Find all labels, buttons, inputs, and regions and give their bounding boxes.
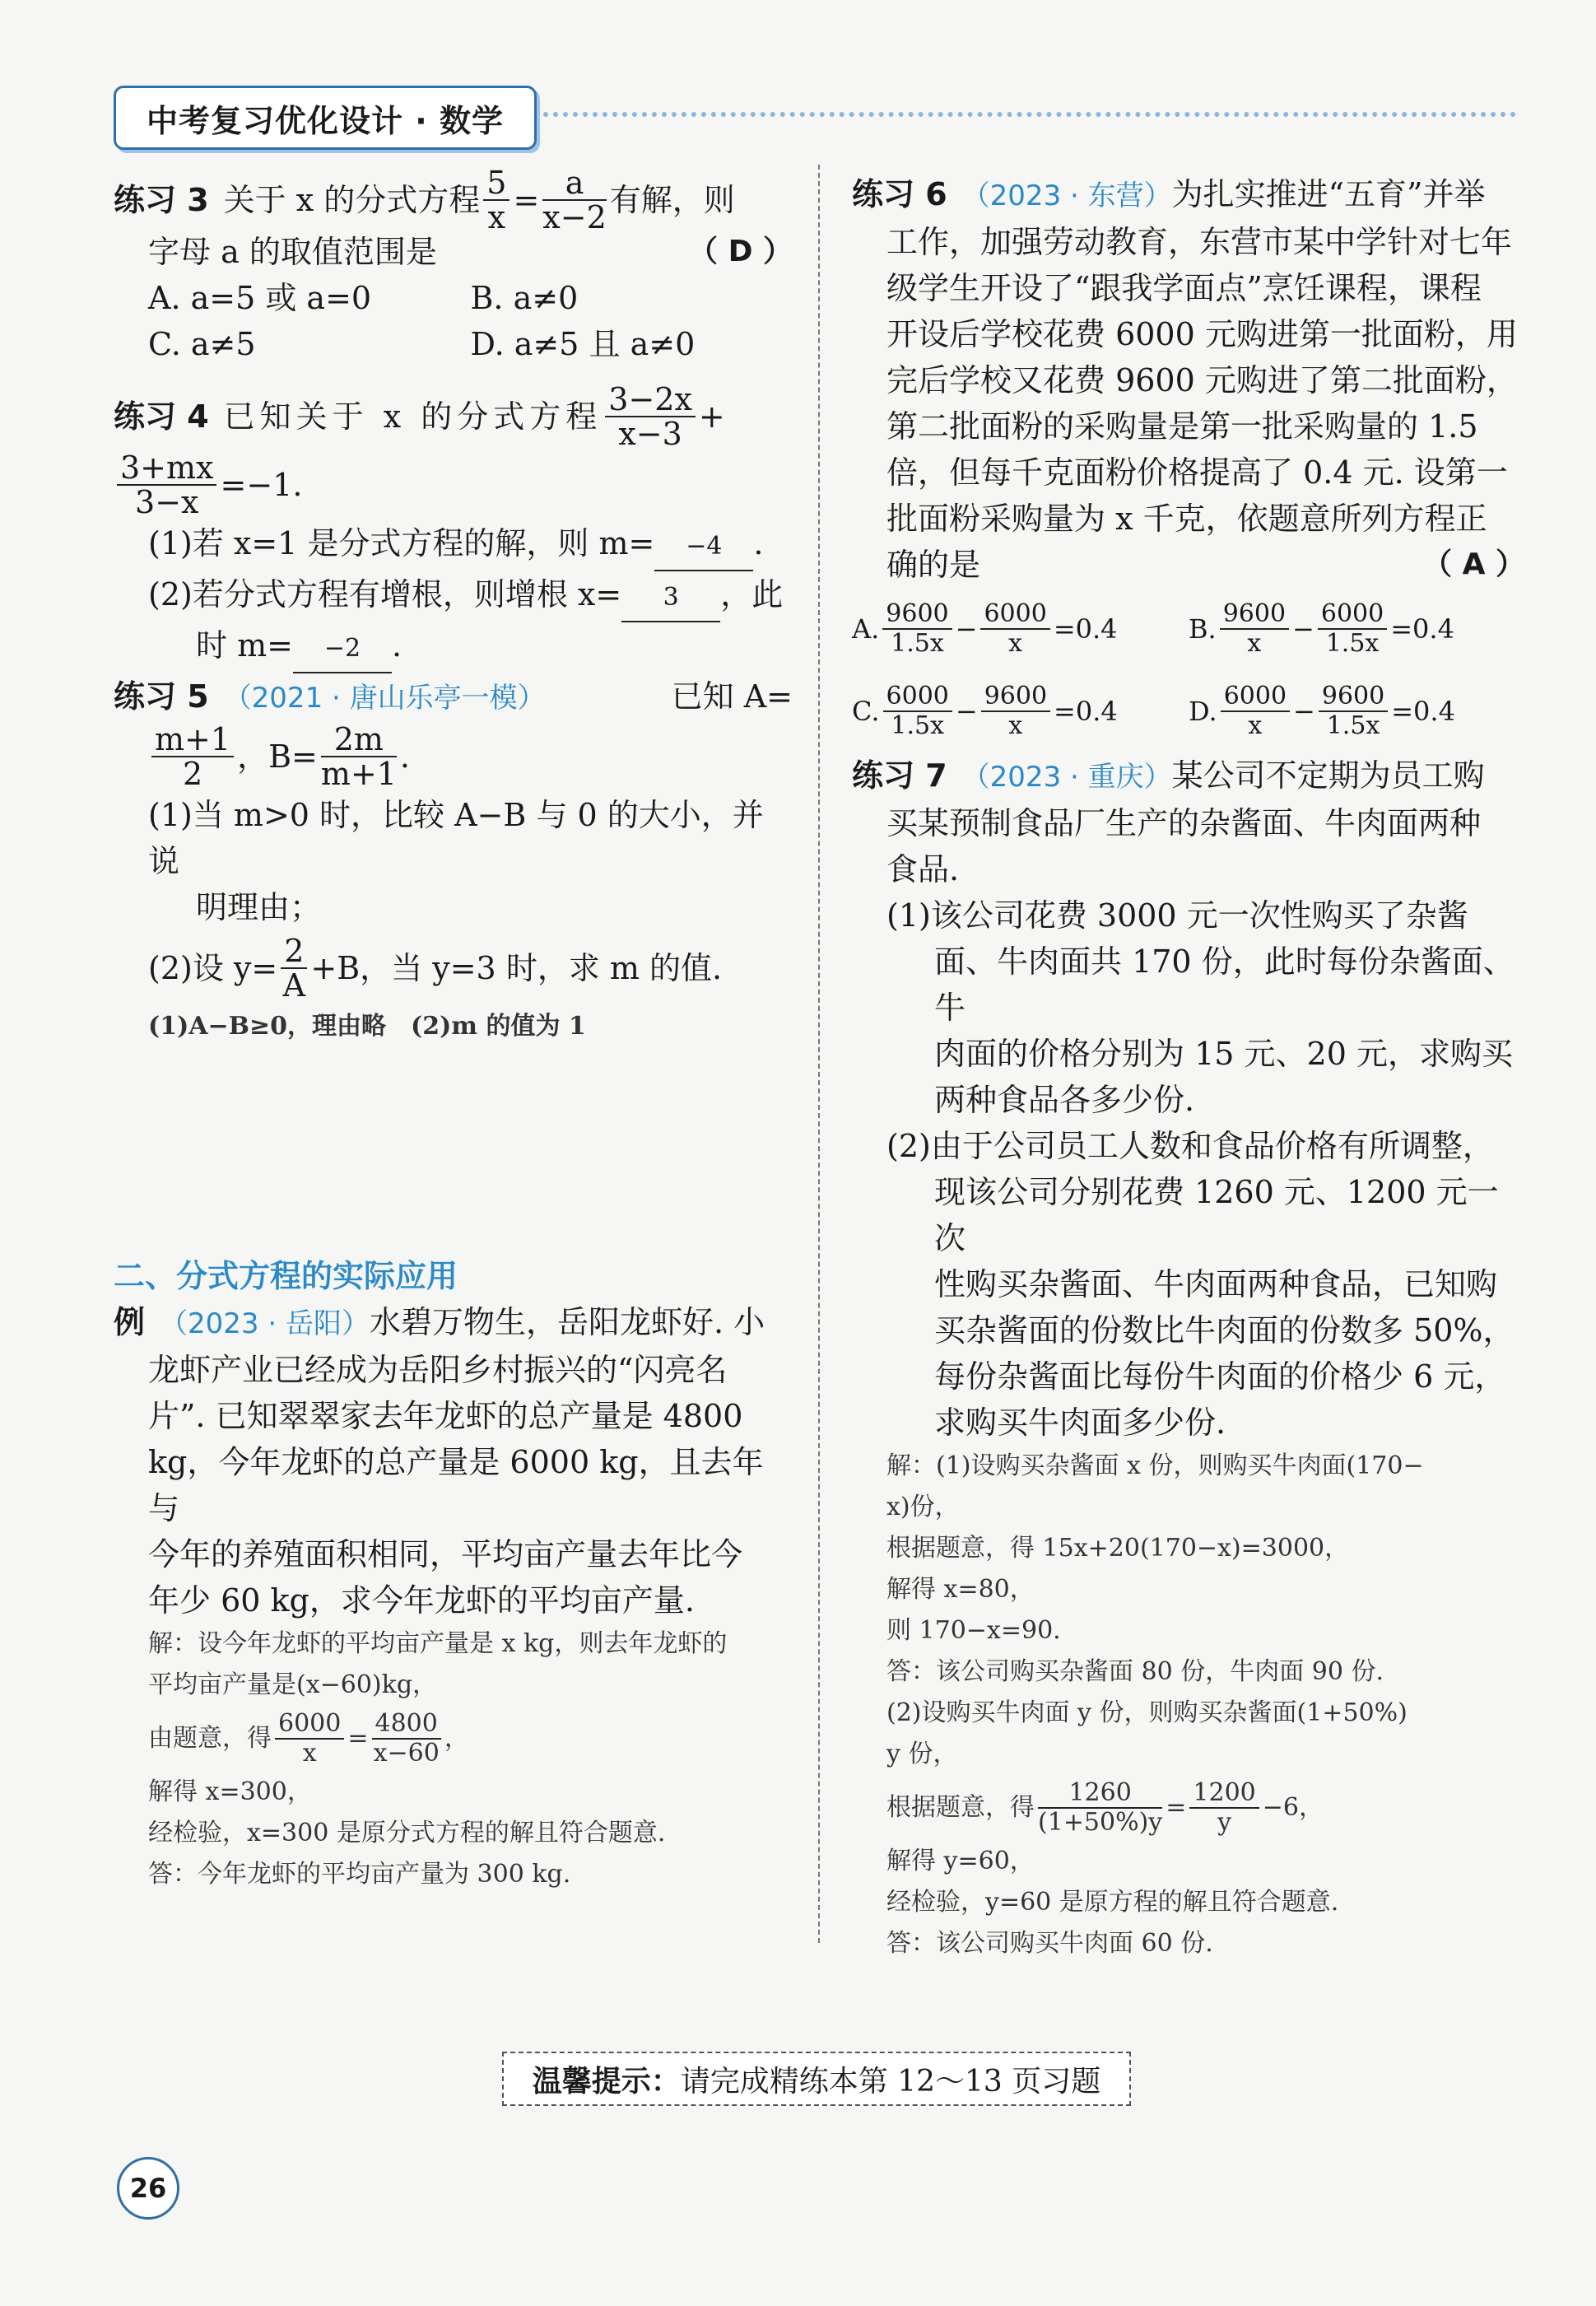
source: （2023 · 东营） xyxy=(961,179,1172,212)
fraction: $\frac{2m}{m+1}$ xyxy=(320,721,397,792)
header-title: 中考复习优化设计 · 数学 xyxy=(114,86,537,150)
solution-line: (2)设购买牛肉面 y 份，则购买杂酱面(1+50%) xyxy=(886,1698,1408,1727)
ex7-q1-line: 肉面的价格分别为 15 元、20 元，求购买 xyxy=(934,1036,1513,1072)
exercise-6 xyxy=(852,171,1525,752)
ex6-line: 完后学校又花费 9600 元购进了第二批面粉， xyxy=(886,362,1518,398)
ex6-line: 确的是 xyxy=(886,547,981,583)
solution-line: 解得 x=300， xyxy=(148,1777,312,1806)
ex3-stem: 关于 x 的分式方程 xyxy=(223,182,481,218)
ex3-line2: 字母 a 的取值范围是 xyxy=(148,234,437,270)
solution-line: 解得 y=60， xyxy=(886,1847,1035,1875)
answer-blank: −2 xyxy=(293,626,392,673)
ex7-q2-line: 买杂酱面的份数比牛肉面的份数多 50%， xyxy=(934,1312,1515,1349)
source: （2023 · 重庆） xyxy=(961,761,1172,794)
tip-text: 请完成精练本第 12～13 页习题 xyxy=(680,2064,1101,2099)
ex4-q2-cont: 时 m= xyxy=(196,627,293,664)
option-b: B. a≠0 xyxy=(470,280,579,316)
ex7-q2-line: 性购买杂酱面、牛肉面两种食品，已知购 xyxy=(934,1266,1498,1302)
fraction: $\frac{5}{x}$ xyxy=(483,166,510,234)
answer-blank: −4 xyxy=(654,524,753,571)
equals: = xyxy=(347,1724,369,1753)
example-line: 今年的养殖面积相同，平均亩产量去年比今 xyxy=(148,1536,743,1572)
solution-line: x)份， xyxy=(886,1493,960,1521)
ex5-answer: (1)A−B≥0，理由略 (2)m 的值为 1 xyxy=(148,1012,586,1041)
example-line: kg，今年龙虾的总产量是 6000 kg，且去年与 xyxy=(148,1444,764,1526)
section-title: 二、分式方程的实际应用 xyxy=(114,1258,458,1294)
option-d: D. $\frac{6000}{x}$ − $\frac{9600}{1.5x}$ =0.4 xyxy=(1189,682,1455,740)
ex3-stem-tail: 有解，则 xyxy=(609,182,735,218)
ex7-line: 食品. xyxy=(886,851,960,887)
option-c: C. a≠5 xyxy=(148,326,256,362)
ex4-q1: (1)若 x=1 是分式方程的解，则 m= xyxy=(148,525,655,561)
ex5-q2: (2)设 y= xyxy=(148,950,278,986)
fraction: $\frac{3-2x}{x-3}$ xyxy=(605,383,696,450)
solution-line: 答：该公司购买牛肉面 60 份. xyxy=(886,1929,1213,1958)
fraction: $\frac{2}{A}$ xyxy=(281,934,307,1002)
solution-line: 经检验，x=300 是原分式方程的解且符合题意. xyxy=(148,1819,666,1847)
source: （2023 · 岳阳） xyxy=(160,1307,370,1340)
left-column xyxy=(114,165,793,1895)
solution-line: 则 170−x=90. xyxy=(886,1616,1061,1645)
ex6-line: 为扎实推进“五育”并举 xyxy=(1171,176,1486,212)
solution-line: 平均亩产量是(x−60)kg， xyxy=(148,1670,438,1699)
source: （2021 · 唐山乐亭一模） xyxy=(223,682,546,715)
exercise-7 xyxy=(852,752,1525,1964)
fraction: $\frac{6000}{x}$ xyxy=(275,1710,344,1768)
comma: ， xyxy=(444,1724,469,1753)
ex5-mid: ，B= xyxy=(237,738,318,775)
exercise-label: 练习 6 xyxy=(852,176,947,212)
answer-blank: 3 xyxy=(621,575,720,622)
exercise-label: 练习 3 xyxy=(114,182,209,218)
fraction: $\frac{m+1}{2}$ xyxy=(151,723,234,790)
exercise-4 xyxy=(114,381,793,673)
ex5-q1: (1)当 m>0 时，比较 A−B 与 0 的大小，并说 xyxy=(148,797,764,879)
ex5-stem: 已知 A= xyxy=(671,678,793,715)
option-a: A. $\frac{9600}{1.5x}$ − $\frac{6000}{x}$ =0.4 xyxy=(852,599,1118,658)
ex6-line: 倍，但每千克面粉价格提高了 0.4 元. 设第一 xyxy=(886,454,1508,491)
answer: （ A ） xyxy=(1422,547,1525,581)
ex7-line: 买某预制食品厂生产的杂酱面、牛肉面两种 xyxy=(886,805,1482,841)
ex7-q1-line: (1)该公司花费 3000 元一次性购买了杂酱 xyxy=(886,897,1468,934)
ex6-line: 批面粉采购量为 x 千克，依题意所列方程正 xyxy=(886,501,1487,537)
solution-line: 解：(1)设购买杂酱面 x 份，则购买牛肉面(170− xyxy=(886,1451,1424,1480)
plus: + xyxy=(698,398,725,435)
solution-line: 答：今年龙虾的平均亩产量为 300 kg. xyxy=(148,1860,571,1889)
ex7-q1-line: 两种食品各多少份. xyxy=(934,1082,1195,1118)
ex5-q2-tail: +B，当 y=3 时，求 m 的值. xyxy=(310,950,723,986)
option-a: A. a=5 或 a=0 xyxy=(148,280,372,316)
ex4-stem: 已知关于 x 的分式方程 xyxy=(223,398,603,435)
example-line: 年少 60 kg，求今年龙虾的平均亩产量. xyxy=(148,1582,695,1619)
period: . xyxy=(753,525,764,561)
fraction: $\frac{3+mx}{3-x}$ xyxy=(117,451,216,519)
solution-line: 根据题意，得 xyxy=(886,1793,1035,1822)
ex5-q1-cont: 明理由； xyxy=(196,889,322,925)
example xyxy=(114,1299,793,1895)
ex4-tail: =−1. xyxy=(220,467,303,503)
fraction: $\frac{1200}{y}$ xyxy=(1189,1779,1259,1837)
ex7-line: 某公司不定期为员工购 xyxy=(1171,757,1485,794)
ex6-line: 级学生开设了“跟我学面点”烹饪课程，课程 xyxy=(886,270,1482,306)
ex4-q2-tail: ，此 xyxy=(720,576,784,613)
solution-tail: −6， xyxy=(1262,1793,1324,1822)
tip-box xyxy=(502,2052,1131,2106)
answer: （ D ） xyxy=(688,235,793,268)
period: . xyxy=(399,738,410,775)
tip-label: 温馨提示： xyxy=(532,2064,681,2099)
ex7-q2-line: (2)由于公司员工人数和食品价格有所调整， xyxy=(886,1128,1494,1164)
ex4-q2: (2)若分式方程有增根，则增根 x= xyxy=(148,576,622,613)
equals: = xyxy=(513,182,540,218)
ex6-line: 第二批面粉的采购量是第一批采购量的 1.5 xyxy=(886,408,1478,445)
fraction: $\frac{a}{x-2}$ xyxy=(542,165,607,235)
right-column xyxy=(852,171,1525,1964)
example-label: 例 xyxy=(114,1304,146,1340)
page-number: 26 xyxy=(117,2157,179,2220)
option-b: B. $\frac{9600}{x}$ − $\frac{6000}{1.5x}$ =0.4 xyxy=(1189,599,1454,658)
option-c: C. $\frac{6000}{1.5x}$ − $\frac{9600}{x}$ =0.4 xyxy=(852,682,1118,740)
ex6-line: 开设后学校花费 6000 元购进第一批面粉，用 xyxy=(886,316,1518,352)
ex7-q2-line: 每份杂酱面比每份牛肉面的价格少 6 元， xyxy=(934,1358,1506,1395)
solution-line: 经检验，y=60 是原方程的解且符合题意. xyxy=(886,1888,1339,1917)
solution-line: 答：该公司购买杂酱面 80 份，牛肉面 90 份. xyxy=(886,1657,1384,1686)
exercise-label: 练习 5 xyxy=(114,678,209,715)
ex6-line: 工作，加强劳动教育，东营市某中学针对七年 xyxy=(886,224,1513,260)
option-d: D. a≠5 且 a≠0 xyxy=(470,326,696,362)
solution-line: 解得 x=80， xyxy=(886,1575,1035,1604)
solution-line: 根据题意，得 15x+20(170−x)=3000， xyxy=(886,1534,1350,1563)
example-line: 水碧万物生，岳阳龙虾好. 小 xyxy=(369,1304,765,1340)
fraction: $\frac{1260}{(1+50\%)y}$ xyxy=(1038,1778,1163,1837)
ex7-q2-line: 求购买牛肉面多少份. xyxy=(934,1405,1226,1441)
example-line: 龙虾产业已经成为岳阳乡村振兴的“闪亮名 xyxy=(148,1352,728,1388)
exercise-label: 练习 7 xyxy=(852,757,947,794)
column-divider xyxy=(818,165,820,1943)
example-line: 片”. 已知翠翠家去年龙虾的总产量是 4800 xyxy=(148,1398,743,1434)
ex7-q1-line: 面、牛肉面共 170 份，此时每份杂酱面、牛 xyxy=(934,943,1515,1026)
fraction: $\frac{4800}{x-60}$ xyxy=(372,1710,441,1768)
exercise-3 xyxy=(114,165,793,367)
exercise-5 xyxy=(114,673,793,1047)
solution-line: 解：设今年龙虾的平均亩产量是 x kg，则去年龙虾的 xyxy=(148,1629,728,1658)
period: . xyxy=(391,627,402,664)
equals: = xyxy=(1166,1793,1187,1822)
exercise-label: 练习 4 xyxy=(114,398,209,435)
ex7-q2-line: 现该公司分别花费 1260 元、1200 元一次 xyxy=(934,1174,1499,1256)
header-divider xyxy=(543,112,1516,117)
solution-line: y 份， xyxy=(886,1740,958,1768)
solution-line: 由题意，得 xyxy=(148,1724,272,1753)
